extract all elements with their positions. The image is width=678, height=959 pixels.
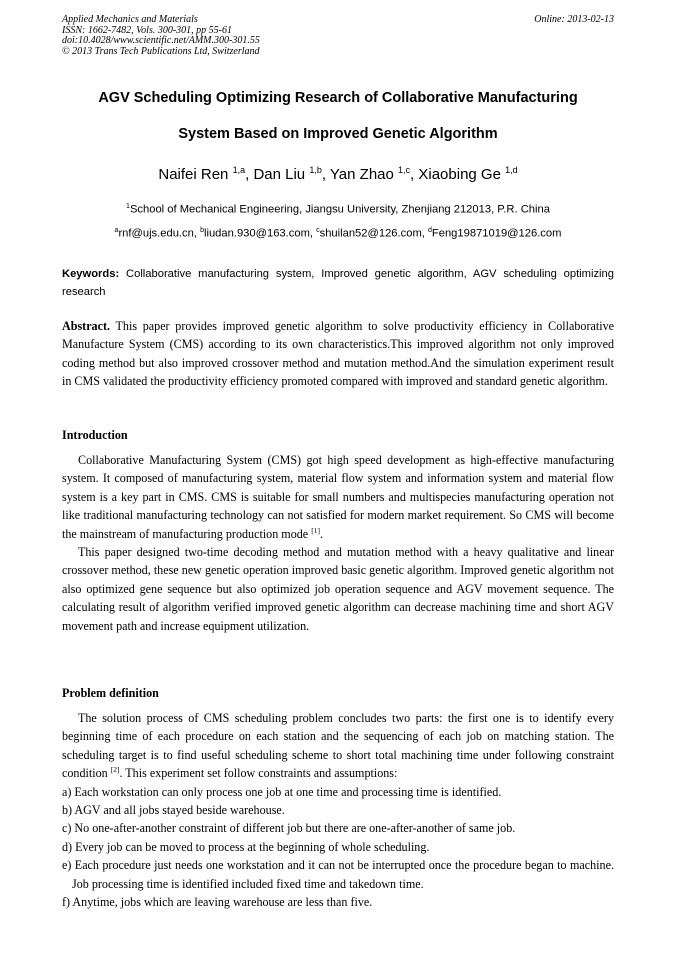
email-list: $^a$rnf@ujs.edu.cn, $^b$liudan.930@163.com, $^c$shuilan52@126.com, $^d$Feng19871019@126.com bbox=[114, 227, 562, 240]
author: Xiaobing Ge $^{1,d}$ bbox=[418, 165, 518, 183]
introduction-body bbox=[62, 451, 614, 635]
abstract bbox=[62, 317, 614, 391]
abstract-text: This paper provides improved genetic algorithm to solve productivity efficiency in Collaborative Manufacture System (CMS) according to its own characteristics.This improved algorithm not only improved coding method but also improved crossover method and mutation method.And the simulation experiment result in CMS validated the productivity efficiency promoted compared with improved and standard genetic algorithm. bbox=[62, 319, 614, 389]
affiliation: $^1$School of Mechanical Engineering, Jiangsu University, Zhenjiang 212013, P.R. China bbox=[126, 203, 550, 216]
citation-ref: [2] bbox=[110, 765, 120, 775]
title-line-1: AGV Scheduling Optimizing Research of Collaborative Manufacturing bbox=[98, 90, 578, 106]
constraint-item: f) Anytime, jobs which are leaving warehouse are less than five. bbox=[62, 895, 373, 910]
constraint-item: e) Each procedure just needs one workstation and it can not be interrupted once the procedure began to machine. Job processing time is identified included fixed time and takedown time. bbox=[62, 858, 614, 891]
keywords-text: Collaborative manufacturing system, Improved genetic algorithm, AGV scheduling optimizing research bbox=[62, 268, 614, 298]
journal-header bbox=[62, 15, 614, 57]
keywords-label: Keywords: bbox=[62, 268, 120, 280]
author: Naifei Ren $^{1,a}$, bbox=[158, 165, 254, 183]
email-b: liudan.930@163.com, bbox=[203, 227, 317, 240]
constraint-item: c) No one-after-another constraint of different job but there are one-after-another of same job. bbox=[62, 821, 516, 836]
email-a: rnf@ujs.edu.cn, bbox=[118, 227, 201, 240]
constraint-item: d) Every job can be moved to process at the beginning of whole scheduling. bbox=[62, 839, 430, 854]
introduction-paragraph-2: This paper designed two-time decoding method and mutation method with a heavy qualitative and linear crossover method, these new genetic operation improved basic genetic algorithm. Improved genetic algorithm not also optimized gene sequence but also optimized job operation sequence and AGV movement sequence. The calculating result of algorithm verified improved genetic algorithm can decrease machining time and short AGV movement path and increase equipment utilization. bbox=[62, 545, 614, 633]
doi-line: doi:10.4028/www.scientific.net/AMM.300-301.55 bbox=[62, 35, 260, 46]
abstract-label: Abstract. bbox=[62, 319, 111, 333]
author-list bbox=[62, 165, 614, 183]
journal-name: Applied Mechanics and Materials bbox=[62, 14, 198, 25]
author: Dan Liu $^{1,b}$, bbox=[253, 165, 330, 183]
email-d: Feng19871019@126.com bbox=[431, 227, 562, 240]
problem-definition-heading: Problem definition bbox=[62, 686, 159, 700]
email-c: shuilan52@126.com, bbox=[319, 227, 428, 240]
author: Yan Zhao $^{1,c}$, bbox=[329, 165, 419, 183]
title-line-2: System Based on Improved Genetic Algorithm bbox=[178, 126, 498, 142]
copyright-line: © 2013 Trans Tech Publications Ltd, Switzerland bbox=[62, 45, 260, 57]
introduction-paragraph-1: Collaborative Manufacturing System (CMS) got high speed development as high-effective manufacturing system. It composed of manufacturing system, material flow system and information system and material flow system is a key part in CMS. CMS is suitable for small numbers and multispecies manufacturing operation not like traditional manufacturing technology can not satisfied for modern market requirement. So CMS will become the mainstream of manufacturing production mode [1]. bbox=[62, 453, 614, 541]
citation-ref: [1] bbox=[311, 525, 320, 535]
constraint-item: b) AGV and all jobs stayed beside warehouse. bbox=[62, 803, 285, 818]
introduction-heading: Introduction bbox=[62, 428, 128, 442]
problem-definition-body bbox=[62, 709, 614, 911]
issn-line: ISSN: 1662-7482, Vols. 300-301, pp 55-61 bbox=[62, 24, 232, 36]
keywords bbox=[62, 265, 614, 301]
constraint-item: a) Each workstation can only process one job at one time and processing time is identified. bbox=[62, 784, 502, 799]
problem-paragraph-1: The solution process of CMS scheduling problem concludes two parts: the first one is to identify every beginning time of each procedure on each station and the sequencing of each job on matching station. The scheduling target is to find useful scheduling scheme to short total machining time under following constraint condition [2]. This experiment set follow constraints and assumptions: bbox=[62, 711, 614, 781]
online-date: Online: 2013-02-13 bbox=[534, 14, 614, 25]
